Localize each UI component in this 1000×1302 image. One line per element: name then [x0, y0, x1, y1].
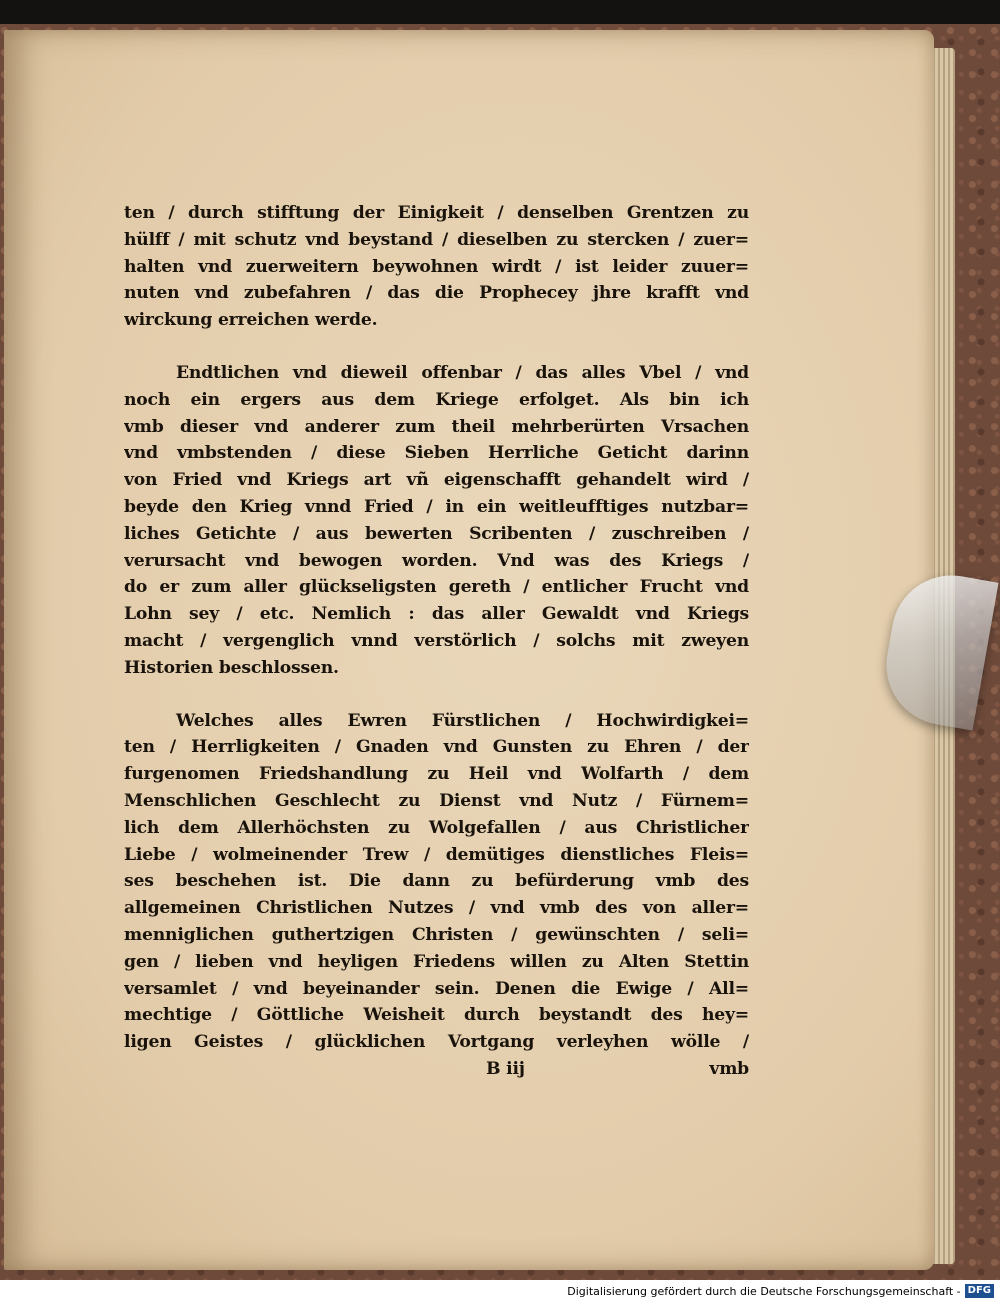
- text-line: mechtige / Göttliche Weisheit durch beystandt des hey=: [124, 1005, 749, 1026]
- paragraph-2: [124, 360, 749, 682]
- text-line: nuten vnd zubefahren / das die Prophecey jhre krafft vnd: [124, 283, 749, 304]
- credit-text: Digitalisierung gefördert durch die Deutsche Forschungsgemeinschaft -: [567, 1284, 961, 1298]
- text-line: Lohn sey / etc. Nemlich : das aller Gewaldt vnd Kriegs: [124, 604, 749, 625]
- text-line: Liebe / wolmeinender Trew / demütiges dienstliches Fleis=: [124, 844, 749, 865]
- text-line: furgenomen Friedshandlung zu Heil vnd Wolfarth / dem: [124, 764, 749, 785]
- paragraph-3: [124, 708, 749, 1056]
- text-line: Menschlichen Geschlecht zu Dienst vnd Nutz / Fürnem=: [124, 790, 749, 811]
- text-line: halten vnd zuerweitern beywohnen wirdt / ist leider zuuer=: [124, 256, 749, 277]
- text-line: ten / durch stifftung der Einigkeit / denselben Grentzen zu: [124, 203, 749, 223]
- text-line: Historien beschlossen.: [124, 657, 339, 678]
- page-footer: [124, 1056, 749, 1082]
- text-line: Endtlichen vnd dieweil offenbar / das alles Vbel / vnd: [176, 362, 749, 383]
- text-line: von Fried vnd Kriegs art vñ eigenschafft gehandelt wird /: [124, 470, 749, 491]
- text-line: allgemeinen Christlichen Nutzes / vnd vmb des von aller=: [124, 898, 749, 919]
- text-line: wirckung erreichen werde.: [124, 310, 378, 331]
- credit-bar: [0, 1280, 1000, 1302]
- text-block: [124, 200, 749, 1082]
- text-line: lich dem Allerhöchsten zu Wolgefallen / aus Christlicher: [124, 817, 749, 838]
- text-line: versamlet / vnd beyeinander sein. Denen die Ewige / All=: [124, 978, 749, 999]
- dfg-logo: DFG: [965, 1284, 994, 1298]
- text-line: menniglichen guthertzigen Christen / gewünschten / seli=: [124, 924, 749, 945]
- text-line: beyde den Krieg vnnd Fried / in ein weitleufftiges nutzbar=: [124, 496, 749, 517]
- text-line: hülff / mit schutz vnd beystand / dieselben zu stercken / zuer=: [124, 229, 749, 250]
- text-line: macht / vergenglich vnnd verstörlich / solchs mit zweyen: [124, 630, 749, 651]
- text-line: noch ein ergers aus dem Kriege erfolget. Als bin ich: [124, 389, 749, 410]
- text-line: vnd vmbstenden / diese Sieben Herrliche Geticht darinn: [124, 443, 749, 464]
- text-line: vmb dieser vnd anderer zum theil mehrberürten Vrsachen: [124, 416, 749, 437]
- text-line: ligen Geistes / glücklichen Vortgang verleyhen wölle /: [124, 1032, 749, 1053]
- text-line: Welches alles Ewren Fürstlichen / Hochwirdigkei=: [176, 710, 749, 731]
- text-line: verursacht vnd bewogen worden. Vnd was des Kriegs /: [124, 550, 749, 571]
- catchword: vmb: [709, 1058, 749, 1079]
- signature-mark: B iij: [486, 1058, 525, 1079]
- book-page: [4, 30, 934, 1270]
- paragraph-1: [124, 200, 749, 334]
- text-line: liches Getichte / aus bewerten Scribenten / zuschreiben /: [124, 523, 749, 544]
- text-line: gen / lieben vnd heyligen Friedens willen zu Alten Stettin: [124, 951, 749, 972]
- text-line: ten / Herrligkeiten / Gnaden vnd Gunsten zu Ehren / der: [124, 737, 749, 758]
- text-line: ses beschehen ist. Die dann zu befürderung vmb des: [124, 871, 749, 892]
- text-line: do er zum aller glückseligsten gereth / entlicher Frucht vnd: [124, 577, 749, 598]
